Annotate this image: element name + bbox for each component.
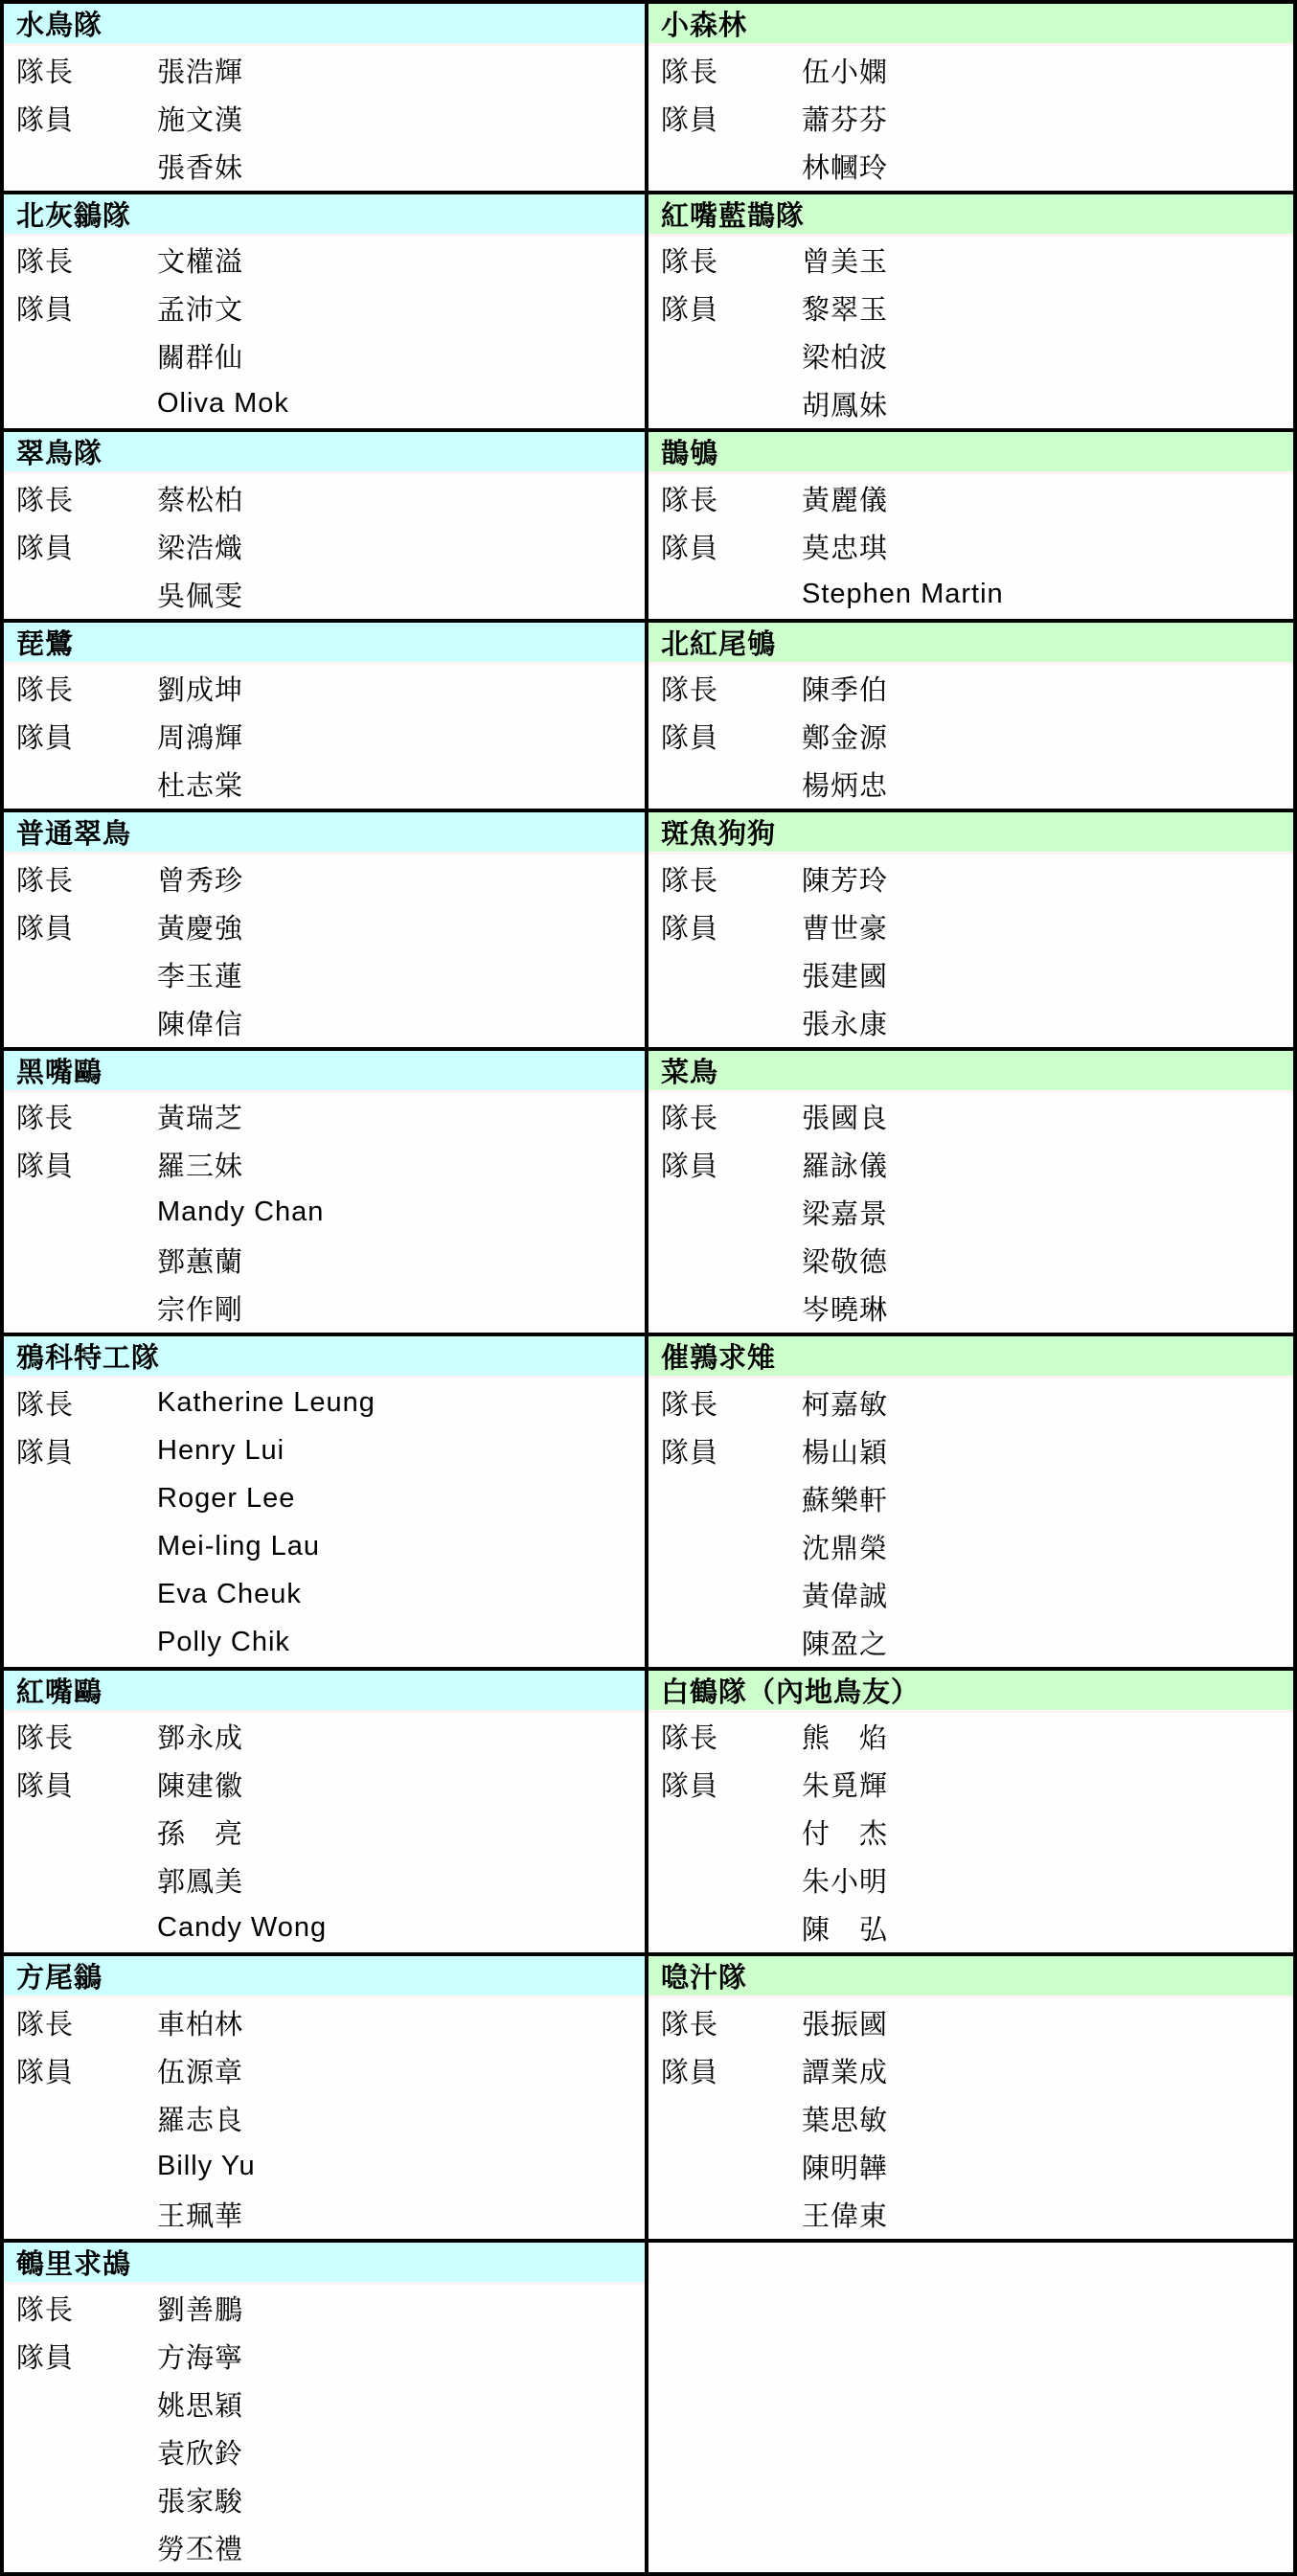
member-name: 張家駿: [157, 2487, 244, 2518]
captain-name: 熊 焰: [802, 1723, 889, 1754]
member-row: [648, 1379, 1293, 1426]
member-row: [648, 237, 1293, 285]
team-name: 菜鳥: [661, 1057, 719, 1088]
team-name: 方尾鶲: [16, 1963, 103, 1994]
roster-band: [4, 4, 1293, 191]
row-label: 隊員: [16, 1437, 75, 1469]
member-name: 陳明韡: [802, 2153, 889, 2184]
roster-band: [4, 1333, 1293, 1667]
row-label: 隊長: [16, 1723, 75, 1754]
member-name: Polly Chik: [157, 1626, 290, 1657]
row-label: 隊員: [16, 1771, 75, 1802]
captain-name: 蔡松柏: [157, 485, 244, 516]
team-cell-left: [4, 194, 648, 429]
member-name: 朱覓輝: [802, 1771, 889, 1802]
row-label: 隊長: [16, 865, 75, 897]
member-row: [4, 2476, 645, 2524]
team-cell-left: [4, 432, 648, 619]
member-row: [648, 380, 1293, 428]
member-row: [4, 1570, 645, 1618]
member-row: [648, 522, 1293, 570]
team-name: 水鳥隊: [16, 11, 103, 41]
team-cell-left: [4, 2243, 648, 2573]
member-name: 張永康: [802, 1009, 889, 1040]
team-cell-right: [648, 432, 1293, 619]
row-label: 隊員: [16, 2057, 75, 2088]
member-name: 周鴻輝: [157, 723, 244, 754]
team-name: 喼汁隊: [661, 1963, 748, 1994]
member-row: [648, 1857, 1293, 1904]
member-row: [4, 2190, 645, 2238]
row-label: 隊長: [661, 1104, 719, 1134]
member-row: [4, 2094, 645, 2142]
member-row: [648, 1426, 1293, 1474]
member-row: [4, 142, 645, 190]
captain-name: 鄧永成: [157, 1723, 244, 1754]
captain-name: 劉成坤: [157, 675, 244, 706]
member-row: [4, 1809, 645, 1857]
member-name: 宗作剛: [157, 1295, 244, 1326]
captain-name: 劉善鵬: [157, 2295, 244, 2326]
member-row: [648, 665, 1293, 713]
team-cell-left: [4, 4, 648, 191]
member-name: 曹世豪: [802, 913, 889, 945]
member-row: [648, 855, 1293, 902]
member-name: 方海寧: [157, 2343, 244, 2374]
member-row: [4, 1426, 645, 1474]
member-row: [4, 46, 645, 94]
captain-name: 張振國: [802, 2009, 889, 2040]
member-row: [4, 998, 645, 1046]
row-label: 隊員: [661, 1151, 719, 1182]
member-name: 勞丕禮: [157, 2535, 244, 2565]
member-row: [648, 1237, 1293, 1285]
member-row: [4, 1713, 645, 1761]
member-name: 陳盈之: [802, 1629, 889, 1660]
roster-band: [4, 2239, 1293, 2573]
row-label: 隊長: [661, 1723, 719, 1754]
member-name: 王偉東: [802, 2200, 889, 2232]
team-cell-left: [4, 812, 648, 1047]
row-label: 隊長: [661, 675, 719, 706]
member-row: [4, 237, 645, 285]
captain-name: 張國良: [802, 1104, 889, 1134]
member-name: 蘇樂軒: [802, 1485, 889, 1516]
member-row: [648, 1904, 1293, 1952]
member-name: Mei-ling Lau: [157, 1530, 320, 1562]
member-name: 鄧蕙蘭: [157, 1247, 244, 1278]
member-row: [648, 2142, 1293, 2190]
member-row: [4, 1904, 645, 1952]
member-name: 岑曉琳: [802, 1295, 889, 1326]
member-name: 黃慶強: [157, 913, 244, 945]
member-name: Eva Cheuk: [157, 1578, 302, 1609]
team-header: [4, 1336, 645, 1379]
team-header: [4, 812, 645, 855]
member-row: [4, 332, 645, 380]
captain-name: 陳芳玲: [802, 865, 889, 897]
row-label: 隊員: [661, 533, 719, 564]
member-name: 羅志良: [157, 2105, 244, 2136]
member-row: [648, 998, 1293, 1046]
member-row: [4, 474, 645, 522]
row-label: 隊員: [16, 295, 75, 326]
member-row: [4, 902, 645, 950]
member-name: 楊炳忠: [802, 771, 889, 802]
member-name: 孫 亮: [157, 1819, 244, 1850]
captain-name: 陳季伯: [802, 675, 889, 706]
member-row: [648, 950, 1293, 998]
member-name: 楊山穎: [802, 1437, 889, 1469]
member-name: 林幗玲: [802, 152, 889, 184]
member-row: [4, 1189, 645, 1237]
member-row: [4, 761, 645, 809]
member-name: 梁敬德: [802, 1247, 889, 1278]
member-row: [648, 761, 1293, 809]
member-row: [4, 713, 645, 761]
member-row: [648, 1998, 1293, 2046]
member-row: [4, 950, 645, 998]
member-row: [648, 1761, 1293, 1809]
member-name: Mandy Chan: [157, 1197, 325, 1227]
member-row: [4, 1285, 645, 1333]
row-label: 隊員: [661, 723, 719, 754]
member-name: 關群仙: [157, 343, 244, 374]
member-row: [4, 1379, 645, 1426]
member-row: [648, 46, 1293, 94]
team-cell-left: [4, 1051, 648, 1334]
member-name: 羅詠儀: [802, 1151, 889, 1182]
member-row: [648, 2190, 1293, 2238]
member-row: [648, 1713, 1293, 1761]
captain-name: Katherine Leung: [157, 1386, 375, 1418]
row-label: 隊長: [661, 485, 719, 516]
member-row: [4, 380, 645, 428]
member-row: [648, 1285, 1293, 1333]
team-cell-left: [4, 623, 648, 809]
team-cell-left: [4, 1956, 648, 2239]
member-row: [4, 2333, 645, 2381]
member-row: [648, 1141, 1293, 1189]
roster-band: [4, 619, 1293, 809]
member-name: 孟沛文: [157, 295, 244, 326]
member-name: 羅三妹: [157, 1151, 244, 1182]
team-header: [648, 194, 1293, 237]
member-name: 蕭芬芬: [802, 104, 889, 136]
team-name: 紅嘴鷗: [16, 1676, 103, 1708]
member-name: Candy Wong: [157, 1912, 328, 1943]
member-row: [4, 1141, 645, 1189]
captain-name: 曾美玉: [802, 247, 889, 278]
row-label: 隊長: [661, 2009, 719, 2040]
member-name: 胡鳳妹: [802, 391, 889, 422]
member-name: 黎翠玉: [802, 295, 889, 326]
row-label: 隊員: [661, 913, 719, 945]
member-row: [4, 1237, 645, 1285]
member-row: [648, 1570, 1293, 1618]
team-header: [648, 4, 1293, 46]
team-cell-right: [648, 812, 1293, 1047]
member-name: 鄭金源: [802, 723, 889, 754]
captain-name: 張浩輝: [157, 57, 244, 88]
row-label: 隊員: [661, 1771, 719, 1802]
member-row: [4, 94, 645, 142]
row-label: 隊長: [16, 247, 75, 278]
member-row: [648, 1474, 1293, 1522]
roster-band: [4, 191, 1293, 429]
team-header: [4, 1671, 645, 1713]
member-name: 張香妹: [157, 152, 244, 184]
member-row: [4, 1522, 645, 1570]
member-name: 付 杰: [802, 1819, 889, 1850]
roster-band: [4, 809, 1293, 1047]
member-row: [4, 855, 645, 902]
member-row: [648, 142, 1293, 190]
team-header: [4, 1051, 645, 1093]
captain-name: 黃麗儀: [802, 485, 889, 516]
member-name: 梁嘉景: [802, 1199, 889, 1230]
team-header: [648, 1336, 1293, 1379]
captain-name: 文權溢: [157, 247, 244, 278]
member-name: Henry Lui: [157, 1434, 285, 1466]
member-row: [648, 332, 1293, 380]
team-header: [4, 2243, 645, 2285]
team-cell-right: [648, 1671, 1293, 1953]
member-name: 杜志棠: [157, 771, 244, 802]
member-name: Stephen Martin: [802, 578, 1004, 609]
team-name: 翠鳥隊: [16, 439, 103, 469]
member-row: [4, 570, 645, 618]
member-name: 沈鼎榮: [802, 1533, 889, 1564]
row-label: 隊長: [16, 485, 75, 516]
row-label: 隊員: [16, 104, 75, 136]
row-label: 隊長: [16, 2009, 75, 2040]
member-row: [648, 285, 1293, 332]
member-row: [4, 2381, 645, 2428]
member-row: [4, 1093, 645, 1141]
row-label: 隊員: [661, 2057, 719, 2088]
member-name: Roger Lee: [157, 1482, 296, 1514]
team-name: 小森林: [661, 11, 748, 41]
member-row: [648, 2046, 1293, 2094]
team-name: 鵪里求鴣: [16, 2248, 132, 2280]
team-cell-right: [648, 1051, 1293, 1334]
row-label: 隊員: [16, 533, 75, 564]
team-name: 催鶉求雉: [661, 1343, 777, 1374]
member-row: [648, 570, 1293, 618]
team-name: 鵲鴝: [661, 439, 719, 469]
team-header: [648, 432, 1293, 474]
roster-band: [4, 1952, 1293, 2239]
member-row: [648, 94, 1293, 142]
row-label: 隊員: [16, 723, 75, 754]
member-row: [648, 1618, 1293, 1666]
captain-name: 車柏林: [157, 2009, 244, 2040]
captain-name: 伍小嫻: [802, 57, 889, 88]
row-label: 隊長: [661, 865, 719, 897]
member-name: 黃偉誠: [802, 1581, 889, 1612]
member-name: 陳建徽: [157, 1771, 244, 1802]
team-cell-right: [648, 1956, 1293, 2239]
row-label: 隊員: [661, 1437, 719, 1469]
row-label: 隊長: [16, 57, 75, 88]
team-name: 琵鷺: [16, 628, 75, 660]
member-name: 伍源章: [157, 2057, 244, 2088]
member-row: [4, 2046, 645, 2094]
member-row: [4, 522, 645, 570]
team-header: [4, 432, 645, 474]
roster-band: [4, 1667, 1293, 1953]
team-header: [4, 4, 645, 46]
row-label: 隊員: [16, 913, 75, 945]
team-name: 北灰鶲隊: [16, 200, 132, 232]
member-name: 葉思敏: [802, 2105, 889, 2136]
team-name: 白鶴隊（內地鳥友）: [661, 1676, 921, 1708]
team-header: [648, 623, 1293, 665]
member-name: 吳佩雯: [157, 581, 244, 612]
team-name: 斑魚狗狗: [661, 819, 777, 850]
team-cell-left: [4, 1336, 648, 1667]
member-name: Oliva Mok: [157, 388, 289, 419]
team-name: 紅嘴藍鵲隊: [661, 200, 806, 232]
member-row: [648, 1093, 1293, 1141]
row-label: 隊長: [661, 247, 719, 278]
team-header: [4, 1956, 645, 1998]
member-name: 王珮華: [157, 2200, 244, 2232]
member-row: [648, 1809, 1293, 1857]
member-name: 譚業成: [802, 2057, 889, 2088]
member-name: 陳 弘: [802, 1915, 889, 1946]
team-header: [648, 1671, 1293, 1713]
member-row: [648, 902, 1293, 950]
captain-name: 曾秀珍: [157, 865, 244, 897]
team-header: [4, 623, 645, 665]
member-name: 陳偉信: [157, 1009, 244, 1040]
member-row: [4, 2285, 645, 2333]
empty-cell: [648, 2243, 1293, 2573]
row-label: 隊長: [16, 1389, 75, 1421]
member-row: [4, 2524, 645, 2572]
row-label: 隊員: [16, 2343, 75, 2374]
row-label: 隊長: [16, 2295, 75, 2326]
team-name: 黑嘴鷗: [16, 1057, 103, 1088]
row-label: 隊長: [16, 675, 75, 706]
member-name: Billy Yu: [157, 2150, 256, 2181]
member-name: 李玉蓮: [157, 961, 244, 992]
member-row: [4, 665, 645, 713]
member-row: [648, 1522, 1293, 1570]
member-row: [648, 1189, 1293, 1237]
captain-name: 黃瑞芝: [157, 1104, 244, 1134]
member-name: 梁浩熾: [157, 533, 244, 564]
member-row: [4, 2428, 645, 2476]
row-label: 隊長: [661, 57, 719, 88]
member-name: 施文漢: [157, 104, 244, 136]
row-label: 隊員: [661, 295, 719, 326]
row-label: 隊員: [16, 1151, 75, 1182]
captain-name: 柯嘉敏: [802, 1389, 889, 1421]
member-row: [4, 1998, 645, 2046]
member-row: [4, 1618, 645, 1666]
member-name: 莫忠琪: [802, 533, 889, 564]
member-row: [4, 1474, 645, 1522]
team-header: [4, 194, 645, 237]
member-row: [4, 285, 645, 332]
row-label: 隊長: [16, 1104, 75, 1134]
team-header: [648, 1051, 1293, 1093]
row-label: 隊員: [661, 104, 719, 136]
member-name: 朱小明: [802, 1867, 889, 1898]
member-name: 郭鳳美: [157, 1867, 244, 1898]
team-cell-right: [648, 1336, 1293, 1667]
member-row: [4, 1761, 645, 1809]
member-row: [648, 2094, 1293, 2142]
member-name: 袁欣鈴: [157, 2439, 244, 2470]
member-name: 張建國: [802, 961, 889, 992]
team-cell-left: [4, 1671, 648, 1953]
roster-band: [4, 1047, 1293, 1334]
team-cell-right: [648, 194, 1293, 429]
team-cell-right: [648, 623, 1293, 809]
team-name: 北紅尾鴝: [661, 628, 777, 660]
member-row: [4, 2142, 645, 2190]
team-name: 鴉科特工隊: [16, 1343, 161, 1374]
row-label: 隊長: [661, 1389, 719, 1421]
member-row: [4, 1857, 645, 1904]
member-name: 梁柏波: [802, 343, 889, 374]
member-row: [648, 474, 1293, 522]
team-cell-right: [648, 4, 1293, 191]
member-name: 姚思穎: [157, 2391, 244, 2422]
roster-band: [4, 428, 1293, 619]
team-header: [648, 1956, 1293, 1998]
team-name: 普通翠鳥: [16, 819, 132, 850]
team-header: [648, 812, 1293, 855]
member-row: [648, 713, 1293, 761]
